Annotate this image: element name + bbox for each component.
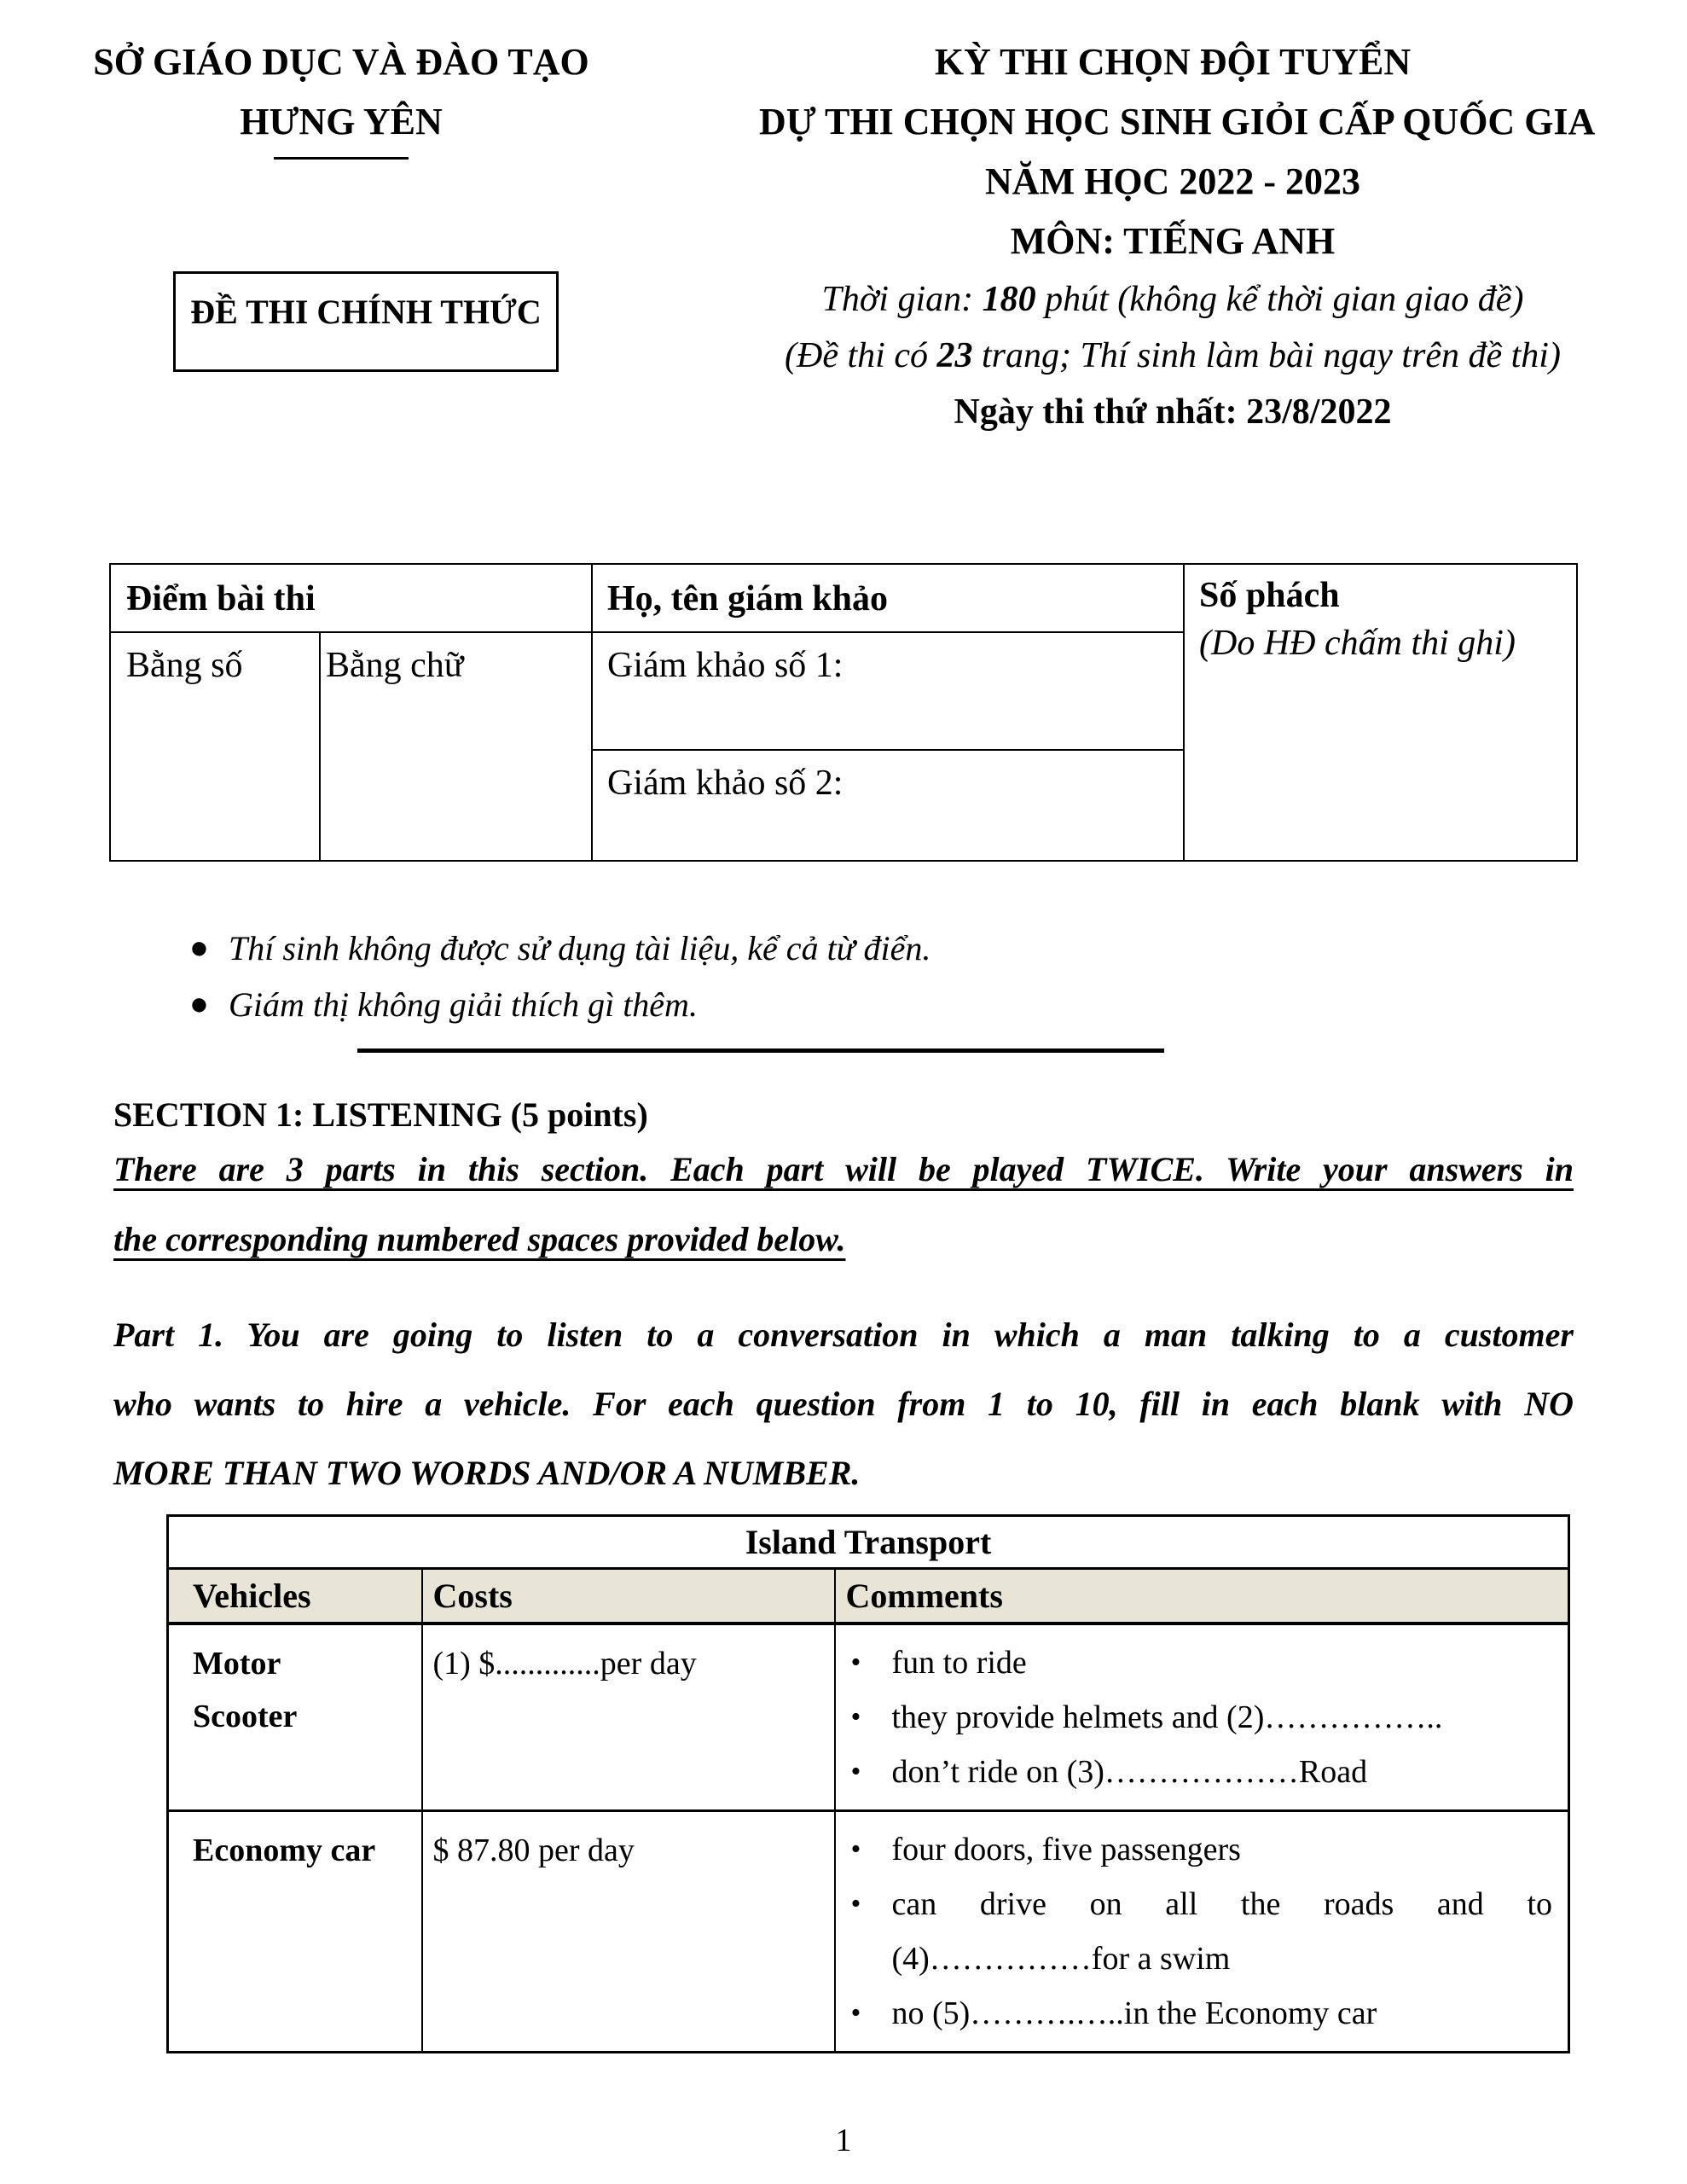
score-words-cell: Bằng chữ <box>326 646 464 685</box>
section-divider <box>357 1048 1164 1053</box>
page-count-line <box>759 328 1586 384</box>
vehicle-cell <box>168 1623 422 1811</box>
bullet-dot-icon: • <box>850 1755 861 1787</box>
candidate-notes <box>189 920 930 1032</box>
note-text: Giám thị không giải thích gì thêm. <box>229 985 698 1024</box>
score-table-divider <box>1183 565 1185 860</box>
transport-table-title: Island Transport <box>168 1516 1569 1569</box>
comment-text: no (5)……….…..in the Economy car <box>891 1995 1377 2031</box>
comments-cell <box>835 1810 1569 2052</box>
comment-text: don’t ride on (3)………………Road <box>891 1753 1368 1790</box>
official-exam-label: ĐỀ THI CHÍNH THỨC <box>190 292 542 331</box>
time-prefix: Thời gian: <box>821 280 983 319</box>
pages-value: 23 <box>936 336 973 375</box>
exam-title-line4: MÔN: TIẾNG ANH <box>1010 220 1336 262</box>
comment-item <box>851 1986 1553 2041</box>
column-header-comments: Comments <box>835 1569 1569 1623</box>
exam-title-line3: NĂM HỌC 2022 - 2023 <box>985 160 1360 202</box>
section1-heading: SECTION 1: LISTENING (5 points) <box>113 1095 648 1134</box>
cost-cell: $ 87.80 per day <box>422 1810 835 2052</box>
header-left-underline <box>274 157 409 160</box>
instruction-line-1: There are 3 parts in this section. Each part will be played TWICE. Write your answers in <box>113 1150 1574 1188</box>
comment-item <box>851 1822 1553 1877</box>
official-exam-box <box>173 271 559 372</box>
code-header-label: Số phách <box>1199 576 1340 615</box>
score-table-divider <box>319 631 321 860</box>
comment-item <box>851 1745 1553 1799</box>
column-header-vehicles: Vehicles <box>168 1569 422 1623</box>
time-value: 180 <box>982 280 1036 319</box>
comment-text <box>892 1877 1553 1986</box>
table-row-economy-car <box>168 1810 1569 2052</box>
bullet-dot-icon: • <box>850 1996 861 2029</box>
bullet-dot-icon: • <box>850 1833 861 1865</box>
page-number: 1 <box>835 2123 852 2158</box>
cost-cell: (1) $.............per day <box>422 1623 835 1811</box>
column-header-costs: Costs <box>422 1569 835 1623</box>
code-header-note: (Do HĐ chấm thi ghi) <box>1199 624 1516 663</box>
score-numeric-cell: Bằng số <box>126 646 243 685</box>
vehicle-name-line: Motor <box>193 1645 281 1682</box>
comment-text-line: (4)……………for a swim <box>891 1940 1231 1977</box>
instruction-line-2: the corresponding numbered spaces provided below. <box>113 1220 846 1258</box>
pages-suffix: trang; Thí sinh làm bài ngay trên đề thi) <box>972 336 1561 375</box>
score-table <box>109 563 1578 862</box>
header-left-block <box>85 32 597 160</box>
comment-text-line: can drive on all the roads and to <box>891 1885 1553 1922</box>
comments-cell <box>835 1623 1569 1811</box>
bullet-dot-icon: • <box>850 1646 861 1678</box>
bullet-dot-icon: ● <box>189 986 209 1022</box>
exam-title-line2: DỰ THI CHỌN HỌC SINH GIỎI CẤP QUỐC GIA <box>759 101 1596 142</box>
comment-text: fun to ride <box>891 1644 1027 1681</box>
bullet-dot-icon: • <box>850 1700 861 1733</box>
vehicle-cell <box>168 1810 422 2052</box>
exam-title-line1: KỲ THI CHỌN ĐỘI TUYỂN <box>934 41 1412 83</box>
part1-paragraph <box>113 1300 1574 1507</box>
transport-table <box>166 1514 1570 2053</box>
part1-line-1: Part 1. You are going to listen to a conversation in which a man talking to a customer <box>113 1316 1574 1354</box>
score-table-divider <box>591 749 1185 751</box>
bullet-dot-icon: ● <box>189 930 209 966</box>
examiner2-cell: Giám khảo số 2: <box>607 764 844 803</box>
comment-item <box>851 1877 1553 1986</box>
score-header-cell: Điểm bài thi <box>126 579 316 619</box>
part1-line-3: MORE THAN TWO WORDS AND/OR A NUMBER. <box>113 1454 861 1492</box>
score-table-divider <box>111 631 1185 633</box>
exam-date-line: Ngày thi thứ nhất: 23/8/2022 <box>954 392 1392 432</box>
time-limit-line <box>759 271 1586 328</box>
note-item <box>189 976 930 1032</box>
header-right-block <box>759 32 1596 440</box>
examiner-header-cell: Họ, tên giám khảo <box>607 579 889 619</box>
comment-item <box>851 1635 1553 1690</box>
part1-line-2: who wants to hire a vehicle. For each question from 1 to 10, fill in each blank with NO <box>113 1385 1574 1423</box>
section1-instructions <box>113 1145 1574 1285</box>
examiner1-cell: Giám khảo số 1: <box>607 646 844 685</box>
score-table-divider <box>591 565 593 860</box>
code-header-cell <box>1199 572 1516 667</box>
note-item <box>189 920 930 976</box>
bullet-dot-icon: • <box>850 1887 861 1920</box>
department-name: SỞ GIÁO DỤC VÀ ĐÀO TẠO <box>93 41 589 83</box>
comment-text: four doors, five passengers <box>891 1831 1241 1867</box>
transport-header-row <box>168 1569 1569 1623</box>
province-name: HƯNG YÊN <box>240 101 443 142</box>
time-suffix: phút (không kể thời gian giao đề) <box>1035 280 1524 319</box>
vehicle-name-line: Scooter <box>193 1698 298 1734</box>
pages-prefix: (Đề thi có <box>785 336 937 375</box>
comment-item <box>851 1690 1553 1745</box>
comment-text: they provide helmets and (2)…………….. <box>891 1699 1443 1735</box>
note-text: Thí sinh không được sử dụng tài liệu, kể cả từ điển. <box>229 928 931 967</box>
vehicle-name-line: Economy car <box>193 1832 376 1868</box>
transport-title-row <box>168 1516 1569 1569</box>
table-row-motor-scooter <box>168 1623 1569 1811</box>
